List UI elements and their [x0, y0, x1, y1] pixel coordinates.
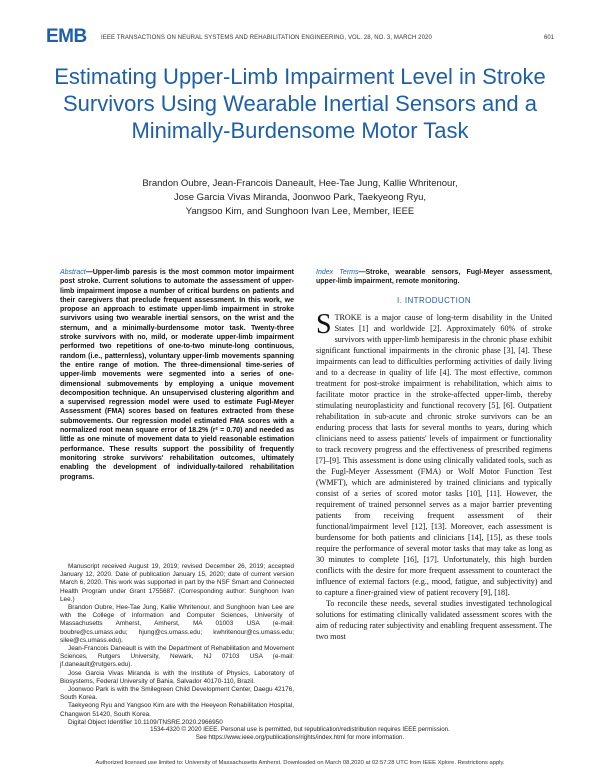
copyright-line-2: See https://www.ieee.org/publications/rights/index.html for more information.	[195, 734, 405, 741]
author-line-3: Yangsoo Kim, and Sunghoon Ivan Lee, Member, IEEE	[185, 206, 415, 217]
page-number: 601	[543, 35, 554, 41]
author-list	[60, 177, 540, 219]
introduction-body	[316, 309, 552, 642]
index-terms-text: —Stroke, wearable sensors, Fugl-Meyer assessment, upper-limb impairment, remote monitoring.	[316, 269, 552, 286]
footnote-affiliation-smilegreen: Joonwoo Park is with the Smilegreen Child Development Center, Daegu 42176, South Korea.	[60, 686, 294, 702]
copyright-line-1: 1534-4320 © 2020 IEEE. Personal use is permitted, but republication/redistribution requires IEEE permission.	[150, 726, 450, 733]
footnote-affiliation-heeyeon: Taekyeong Ryu and Yangsoo Kim are with the Heeyeon Rehabilitation Hospital, Changwon 51420, South Korea.	[60, 702, 294, 718]
author-line-2: Jose Garcia Vivas Miranda, Joonwoo Park, Taekyeong Ryu,	[173, 192, 427, 203]
intro-paragraph-2: To reconcile these needs, several studies investigated technological solutions for estimating clinically validated assessment scores with the aim of reducing rater subjectivity and enabling frequent assessment. The two most	[316, 599, 552, 641]
footnote-doi: Digital Object Identifier 10.1109/TNSRE.2020.2966950	[68, 718, 223, 726]
intro-paragraph-1: TROKE is a major cause of long-term disability in the United States [1] and worldwide [2]. Approximately 60% of stroke survivors with upper-limb hemiparesis in the chronic phase exhibit significant functional impairments in the chronic phase [3], [4]. These impairments can lead to difficulties performing activities of daily living and to a decrease in quality of life [4]. The most effective, common treatment for post-stroke impairment is rehabilitation, which aims to facilitate motor practice in the stroke-affected upper-limb, thereby stimulating neuroplasticity and functional recovery [5], [6]. Outpatient rehabilitation in sub-acute and chronic stroke survivors can be an enduring process that lasts for several months to years, during which clinicians need to assess patients' levels of impairment or functionality to track recovery progress and the effectiveness of prescribed regimens [7]–[9]. This assessment is done using clinically validated tools, such as the Fugl-Meyer Assessment (FMA) or Wolf Motor Function Test (WMFT), which are administered by trained clinicians and typically consist of a series of scored motor tasks [10], [11]. However, the requirement of trained personnel serves as a major barrier preventing patients from receiving frequent assessment of their functional/impairment level [12], [13]. Moreover, each assessment is burdensome for both patients and clinicians [14], [15], as these tools require the performance of several motor tasks that may take as long as 30 minutes to complete [16], [17]. Unfortunately, this high burden conflicts with the desire for more frequent assessment to counteract the influence of external factors (e.g., mood, fatigue, and subjectivity) and to capture a finer-grained view of patient recovery [9], [18].	[316, 313, 552, 597]
footnotes	[60, 563, 294, 727]
license-footer: Authorized licensed use limited to: University of Massachusetts Amherst. Downloaded on March 08,2020 at 02:57:28 UTC from IEEE Xplore. Restrictions apply.	[95, 760, 505, 766]
drop-cap: S	[316, 309, 332, 340]
section-heading-introduction: I. INTRODUCTION	[397, 296, 471, 305]
journal-header: IEEE TRANSACTIONS ON NEURAL SYSTEMS AND REHABILITATION ENGINEERING, VOL. 28, NO. 3, MARCH 2020	[101, 35, 432, 41]
paper-title: Estimating Upper-Limb Impairment Level in Stroke Survivors Using Wearable Inertial Sensors and a Minimally-Burdensome Motor Task	[54, 64, 546, 143]
author-line-1: Brandon Oubre, Jean-Francois Daneault, Hee-Tae Jung, Kallie Whritenour,	[142, 178, 458, 189]
index-terms-label: Index Terms	[316, 269, 359, 276]
abstract-text: —Upper-limb paresis is the most common motor impairment post stroke. Current solutions to automate the assessment of upper-limb impairment impose a number of critical burdens on patients and their caregivers that preclude frequent assessment. In this work, we propose an approach to estimate upper-limb impairment in stroke survivors using two wearable inertial sensors, on the wrist and the sternum, and a minimally-burdensome motor task. Twenty-three stroke survivors with no, mild, or moderate upper-limb impairment performed two repetitions of one-to-two minute-long continuous, random (i.e., patternless), voluntary upper-limb movements spanning the entire range of motion. The three-dimensional time-series of upper-limb movements were segmented into a series of one-dimensional submovements by employing a unique movement decomposition technique. An unsupervised clustering algorithm and a supervised regression model were used to estimate Fugl-Meyer Assessment (FMA) scores based on features extracted from these submovements. Our regression model estimated FMA scores with a normalized root mean square error of 18.2% (r² = 0.70) and needed as little as one minute of movement data to yield reasonable estimation performance. These results support the possibility of frequently monitoring stroke survivors' rehabilitation outcomes, ultimately enabling the development of individually-tailored rehabilitation programs.	[60, 269, 294, 481]
footnote-manuscript: Manuscript received August 19, 2019; revised December 26, 2019; accepted January 12, 2020. Date of publication January 15, 2020; date of current version March 6, 2020. This work was supported in part by the NSF Smart and Connected Health Program under Grant 1755687. (Corresponding author: Sunghoon Ivan Lee.)	[60, 563, 294, 603]
copyright-notice	[90, 726, 510, 742]
footnote-affiliation-bahia: Jose Garcia Vivas Miranda is with the Institute of Physics, Laboratory of Biosystems, Federal University of Bahia, Salvador 40170-110, Brazil.	[60, 669, 294, 685]
abstract-label: Abstract	[60, 269, 86, 276]
emb-logo: EMB	[46, 26, 87, 47]
footnote-affiliation-umass: Brandon Oubre, Hee-Tae Jung, Kallie Whritenour, and Sunghoon Ivan Lee are with the College of Information and Computer Sciences, University of Massachusetts Amherst, Amherst, MA 01003 USA (e-mail: boubre@cs.umass.edu; hjung@cs.umass.edu; kwhritenour@cs.umass.edu; silee@cs.umass.edu).	[60, 604, 294, 644]
abstract	[60, 268, 294, 482]
index-terms	[316, 268, 552, 287]
footnote-affiliation-rutgers: Jean-Francois Daneault is with the Department of Rehabilitation and Movement Sciences, Rutgers University, Newark, NJ 07103 USA (e-mail: jf.daneault@rutgers.edu).	[60, 645, 294, 669]
